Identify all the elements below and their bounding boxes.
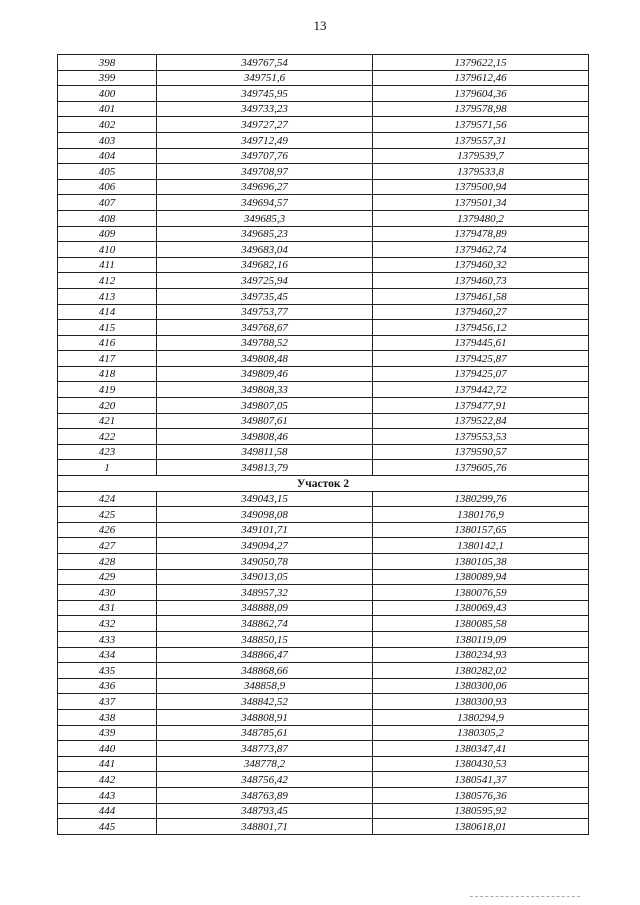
x-coordinate-cell: 349813,79 xyxy=(157,460,373,476)
table-row xyxy=(58,819,589,835)
x-coordinate-cell: 349696,27 xyxy=(157,179,373,195)
point-number-cell: 415 xyxy=(58,320,157,336)
point-number-cell: 413 xyxy=(58,288,157,304)
table-row xyxy=(58,55,589,71)
table-row xyxy=(58,522,589,538)
x-coordinate-cell: 348785,61 xyxy=(157,725,373,741)
x-coordinate-cell: 349733,23 xyxy=(157,101,373,117)
point-number-cell: 412 xyxy=(58,273,157,289)
table-row xyxy=(58,164,589,180)
y-coordinate-cell: 1379478,89 xyxy=(373,226,589,242)
point-number-cell: 429 xyxy=(58,569,157,585)
y-coordinate-cell: 1379425,87 xyxy=(373,351,589,367)
table-row xyxy=(58,398,589,414)
x-coordinate-cell: 349013,05 xyxy=(157,569,373,585)
coordinates-table-body xyxy=(58,55,589,835)
x-coordinate-cell: 348793,45 xyxy=(157,803,373,819)
point-number-cell: 400 xyxy=(58,86,157,102)
table-row xyxy=(58,444,589,460)
table-row xyxy=(58,741,589,757)
point-number-cell: 434 xyxy=(58,647,157,663)
table-row xyxy=(58,195,589,211)
y-coordinate-cell: 1380305,2 xyxy=(373,725,589,741)
x-coordinate-cell: 348858,9 xyxy=(157,678,373,694)
x-coordinate-cell: 348808,91 xyxy=(157,709,373,725)
point-number-cell: 441 xyxy=(58,756,157,772)
y-coordinate-cell: 1379445,61 xyxy=(373,335,589,351)
x-coordinate-cell: 349811,58 xyxy=(157,444,373,460)
x-coordinate-cell: 349043,15 xyxy=(157,491,373,507)
point-number-cell: 404 xyxy=(58,148,157,164)
x-coordinate-cell: 348773,87 xyxy=(157,741,373,757)
point-number-cell: 1 xyxy=(58,460,157,476)
table-row xyxy=(58,709,589,725)
table-row xyxy=(58,585,589,601)
y-coordinate-cell: 1379578,98 xyxy=(373,101,589,117)
point-number-cell: 445 xyxy=(58,819,157,835)
table-row xyxy=(58,86,589,102)
point-number-cell: 423 xyxy=(58,444,157,460)
table-row xyxy=(58,569,589,585)
y-coordinate-cell: 1379500,94 xyxy=(373,179,589,195)
table-row xyxy=(58,179,589,195)
y-coordinate-cell: 1379522,84 xyxy=(373,413,589,429)
point-number-cell: 433 xyxy=(58,631,157,647)
table-row xyxy=(58,725,589,741)
y-coordinate-cell: 1380576,36 xyxy=(373,787,589,803)
y-coordinate-cell: 1380234,93 xyxy=(373,647,589,663)
y-coordinate-cell: 1379571,56 xyxy=(373,117,589,133)
y-coordinate-cell: 1379480,2 xyxy=(373,210,589,226)
x-coordinate-cell: 349050,78 xyxy=(157,554,373,570)
table-row xyxy=(58,351,589,367)
table-row xyxy=(58,132,589,148)
x-coordinate-cell: 348778,2 xyxy=(157,756,373,772)
point-number-cell: 437 xyxy=(58,694,157,710)
x-coordinate-cell: 349768,67 xyxy=(157,320,373,336)
table-row xyxy=(58,803,589,819)
point-number-cell: 435 xyxy=(58,663,157,679)
table-row xyxy=(58,382,589,398)
x-coordinate-cell: 348801,71 xyxy=(157,819,373,835)
table-row xyxy=(58,663,589,679)
point-number-cell: 421 xyxy=(58,413,157,429)
point-number-cell: 411 xyxy=(58,257,157,273)
table-row xyxy=(58,429,589,445)
x-coordinate-cell: 349807,05 xyxy=(157,398,373,414)
table-row xyxy=(58,631,589,647)
x-coordinate-cell: 349683,04 xyxy=(157,242,373,258)
point-number-cell: 439 xyxy=(58,725,157,741)
y-coordinate-cell: 1380541,37 xyxy=(373,772,589,788)
x-coordinate-cell: 349727,27 xyxy=(157,117,373,133)
point-number-cell: 405 xyxy=(58,164,157,180)
y-coordinate-cell: 1379590,57 xyxy=(373,444,589,460)
y-coordinate-cell: 1380347,41 xyxy=(373,741,589,757)
y-coordinate-cell: 1380105,38 xyxy=(373,554,589,570)
y-coordinate-cell: 1380300,06 xyxy=(373,678,589,694)
x-coordinate-cell: 349708,97 xyxy=(157,164,373,180)
x-coordinate-cell: 348866,47 xyxy=(157,647,373,663)
point-number-cell: 409 xyxy=(58,226,157,242)
x-coordinate-cell: 348756,42 xyxy=(157,772,373,788)
table-row xyxy=(58,288,589,304)
point-number-cell: 432 xyxy=(58,616,157,632)
point-number-cell: 410 xyxy=(58,242,157,258)
point-number-cell: 420 xyxy=(58,398,157,414)
y-coordinate-cell: 1380142,1 xyxy=(373,538,589,554)
x-coordinate-cell: 349808,33 xyxy=(157,382,373,398)
y-coordinate-cell: 1380282,02 xyxy=(373,663,589,679)
point-number-cell: 406 xyxy=(58,179,157,195)
point-number-cell: 403 xyxy=(58,132,157,148)
table-row xyxy=(58,335,589,351)
point-number-cell: 428 xyxy=(58,554,157,570)
x-coordinate-cell: 348957,32 xyxy=(157,585,373,601)
table-row xyxy=(58,538,589,554)
y-coordinate-cell: 1379553,53 xyxy=(373,429,589,445)
table-row xyxy=(58,616,589,632)
table-row xyxy=(58,257,589,273)
y-coordinate-cell: 1379462,74 xyxy=(373,242,589,258)
table-row xyxy=(58,772,589,788)
x-coordinate-cell: 348888,09 xyxy=(157,600,373,616)
table-row xyxy=(58,210,589,226)
x-coordinate-cell: 349707,76 xyxy=(157,148,373,164)
x-coordinate-cell: 348862,74 xyxy=(157,616,373,632)
x-coordinate-cell: 349694,57 xyxy=(157,195,373,211)
table-row xyxy=(58,554,589,570)
y-coordinate-cell: 1379460,27 xyxy=(373,304,589,320)
x-coordinate-cell: 349682,16 xyxy=(157,257,373,273)
y-coordinate-cell: 1379533,8 xyxy=(373,164,589,180)
table-row xyxy=(58,304,589,320)
x-coordinate-cell: 348850,15 xyxy=(157,631,373,647)
page-number: 13 xyxy=(313,18,327,33)
x-coordinate-cell: 349725,94 xyxy=(157,273,373,289)
point-number-cell: 418 xyxy=(58,366,157,382)
point-number-cell: 425 xyxy=(58,507,157,523)
table-row xyxy=(58,491,589,507)
point-number-cell: 399 xyxy=(58,70,157,86)
point-number-cell: 442 xyxy=(58,772,157,788)
y-coordinate-cell: 1380294,9 xyxy=(373,709,589,725)
table-row xyxy=(58,694,589,710)
table-row xyxy=(58,756,589,772)
table-row xyxy=(58,600,589,616)
point-number-cell: 402 xyxy=(58,117,157,133)
table-row xyxy=(58,273,589,289)
x-coordinate-cell: 349809,46 xyxy=(157,366,373,382)
x-coordinate-cell: 349808,46 xyxy=(157,429,373,445)
x-coordinate-cell: 349712,49 xyxy=(157,132,373,148)
point-number-cell: 422 xyxy=(58,429,157,445)
y-coordinate-cell: 1379604,36 xyxy=(373,86,589,102)
point-number-cell: 408 xyxy=(58,210,157,226)
point-number-cell: 424 xyxy=(58,491,157,507)
x-coordinate-cell: 349745,95 xyxy=(157,86,373,102)
y-coordinate-cell: 1380119,09 xyxy=(373,631,589,647)
y-coordinate-cell: 1379539,7 xyxy=(373,148,589,164)
y-coordinate-cell: 1380176,9 xyxy=(373,507,589,523)
x-coordinate-cell: 349685,3 xyxy=(157,210,373,226)
y-coordinate-cell: 1379461,58 xyxy=(373,288,589,304)
table-row xyxy=(58,148,589,164)
x-coordinate-cell: 349098,08 xyxy=(157,507,373,523)
table-row xyxy=(58,226,589,242)
y-coordinate-cell: 1379460,73 xyxy=(373,273,589,289)
table-row xyxy=(58,787,589,803)
x-coordinate-cell: 349751,6 xyxy=(157,70,373,86)
y-coordinate-cell: 1379460,32 xyxy=(373,257,589,273)
y-coordinate-cell: 1380595,92 xyxy=(373,803,589,819)
table-row xyxy=(58,366,589,382)
y-coordinate-cell: 1379622,15 xyxy=(373,55,589,71)
section-row xyxy=(58,476,589,492)
x-coordinate-cell: 349788,52 xyxy=(157,335,373,351)
x-coordinate-cell: 348868,66 xyxy=(157,663,373,679)
table-row xyxy=(58,320,589,336)
point-number-cell: 407 xyxy=(58,195,157,211)
table-row xyxy=(58,101,589,117)
x-coordinate-cell: 349101,71 xyxy=(157,522,373,538)
x-coordinate-cell: 349807,61 xyxy=(157,413,373,429)
point-number-cell: 444 xyxy=(58,803,157,819)
x-coordinate-cell: 349767,54 xyxy=(157,55,373,71)
point-number-cell: 426 xyxy=(58,522,157,538)
y-coordinate-cell: 1380069,43 xyxy=(373,600,589,616)
point-number-cell: 438 xyxy=(58,709,157,725)
y-coordinate-cell: 1380085,58 xyxy=(373,616,589,632)
x-coordinate-cell: 349753,77 xyxy=(157,304,373,320)
y-coordinate-cell: 1379501,34 xyxy=(373,195,589,211)
point-number-cell: 414 xyxy=(58,304,157,320)
x-coordinate-cell: 349094,27 xyxy=(157,538,373,554)
point-number-cell: 416 xyxy=(58,335,157,351)
point-number-cell: 431 xyxy=(58,600,157,616)
coordinates-table xyxy=(57,54,589,835)
point-number-cell: 401 xyxy=(58,101,157,117)
y-coordinate-cell: 1379557,31 xyxy=(373,132,589,148)
table-row xyxy=(58,507,589,523)
x-coordinate-cell: 349735,45 xyxy=(157,288,373,304)
table-row xyxy=(58,647,589,663)
table-row xyxy=(58,242,589,258)
y-coordinate-cell: 1379456,12 xyxy=(373,320,589,336)
point-number-cell: 427 xyxy=(58,538,157,554)
table-row xyxy=(58,117,589,133)
table-row xyxy=(58,460,589,476)
x-coordinate-cell: 348842,52 xyxy=(157,694,373,710)
x-coordinate-cell: 348763,89 xyxy=(157,787,373,803)
section-title: Участок 2 xyxy=(58,476,589,492)
table-row xyxy=(58,70,589,86)
table-row xyxy=(58,413,589,429)
y-coordinate-cell: 1380430,53 xyxy=(373,756,589,772)
y-coordinate-cell: 1379442,72 xyxy=(373,382,589,398)
point-number-cell: 419 xyxy=(58,382,157,398)
y-coordinate-cell: 1380618,01 xyxy=(373,819,589,835)
point-number-cell: 440 xyxy=(58,741,157,757)
point-number-cell: 417 xyxy=(58,351,157,367)
y-coordinate-cell: 1379425,07 xyxy=(373,366,589,382)
y-coordinate-cell: 1380299,76 xyxy=(373,491,589,507)
y-coordinate-cell: 1379612,46 xyxy=(373,70,589,86)
coordinates-table-container xyxy=(57,54,587,835)
y-coordinate-cell: 1380157,65 xyxy=(373,522,589,538)
y-coordinate-cell: 1379477,91 xyxy=(373,398,589,414)
point-number-cell: 443 xyxy=(58,787,157,803)
point-number-cell: 436 xyxy=(58,678,157,694)
table-row xyxy=(58,678,589,694)
point-number-cell: 398 xyxy=(58,55,157,71)
y-coordinate-cell: 1380300,93 xyxy=(373,694,589,710)
x-coordinate-cell: 349808,48 xyxy=(157,351,373,367)
y-coordinate-cell: 1379605,76 xyxy=(373,460,589,476)
x-coordinate-cell: 349685,23 xyxy=(157,226,373,242)
y-coordinate-cell: 1380076,59 xyxy=(373,585,589,601)
scan-artifact-line xyxy=(470,896,580,897)
point-number-cell: 430 xyxy=(58,585,157,601)
y-coordinate-cell: 1380089,94 xyxy=(373,569,589,585)
